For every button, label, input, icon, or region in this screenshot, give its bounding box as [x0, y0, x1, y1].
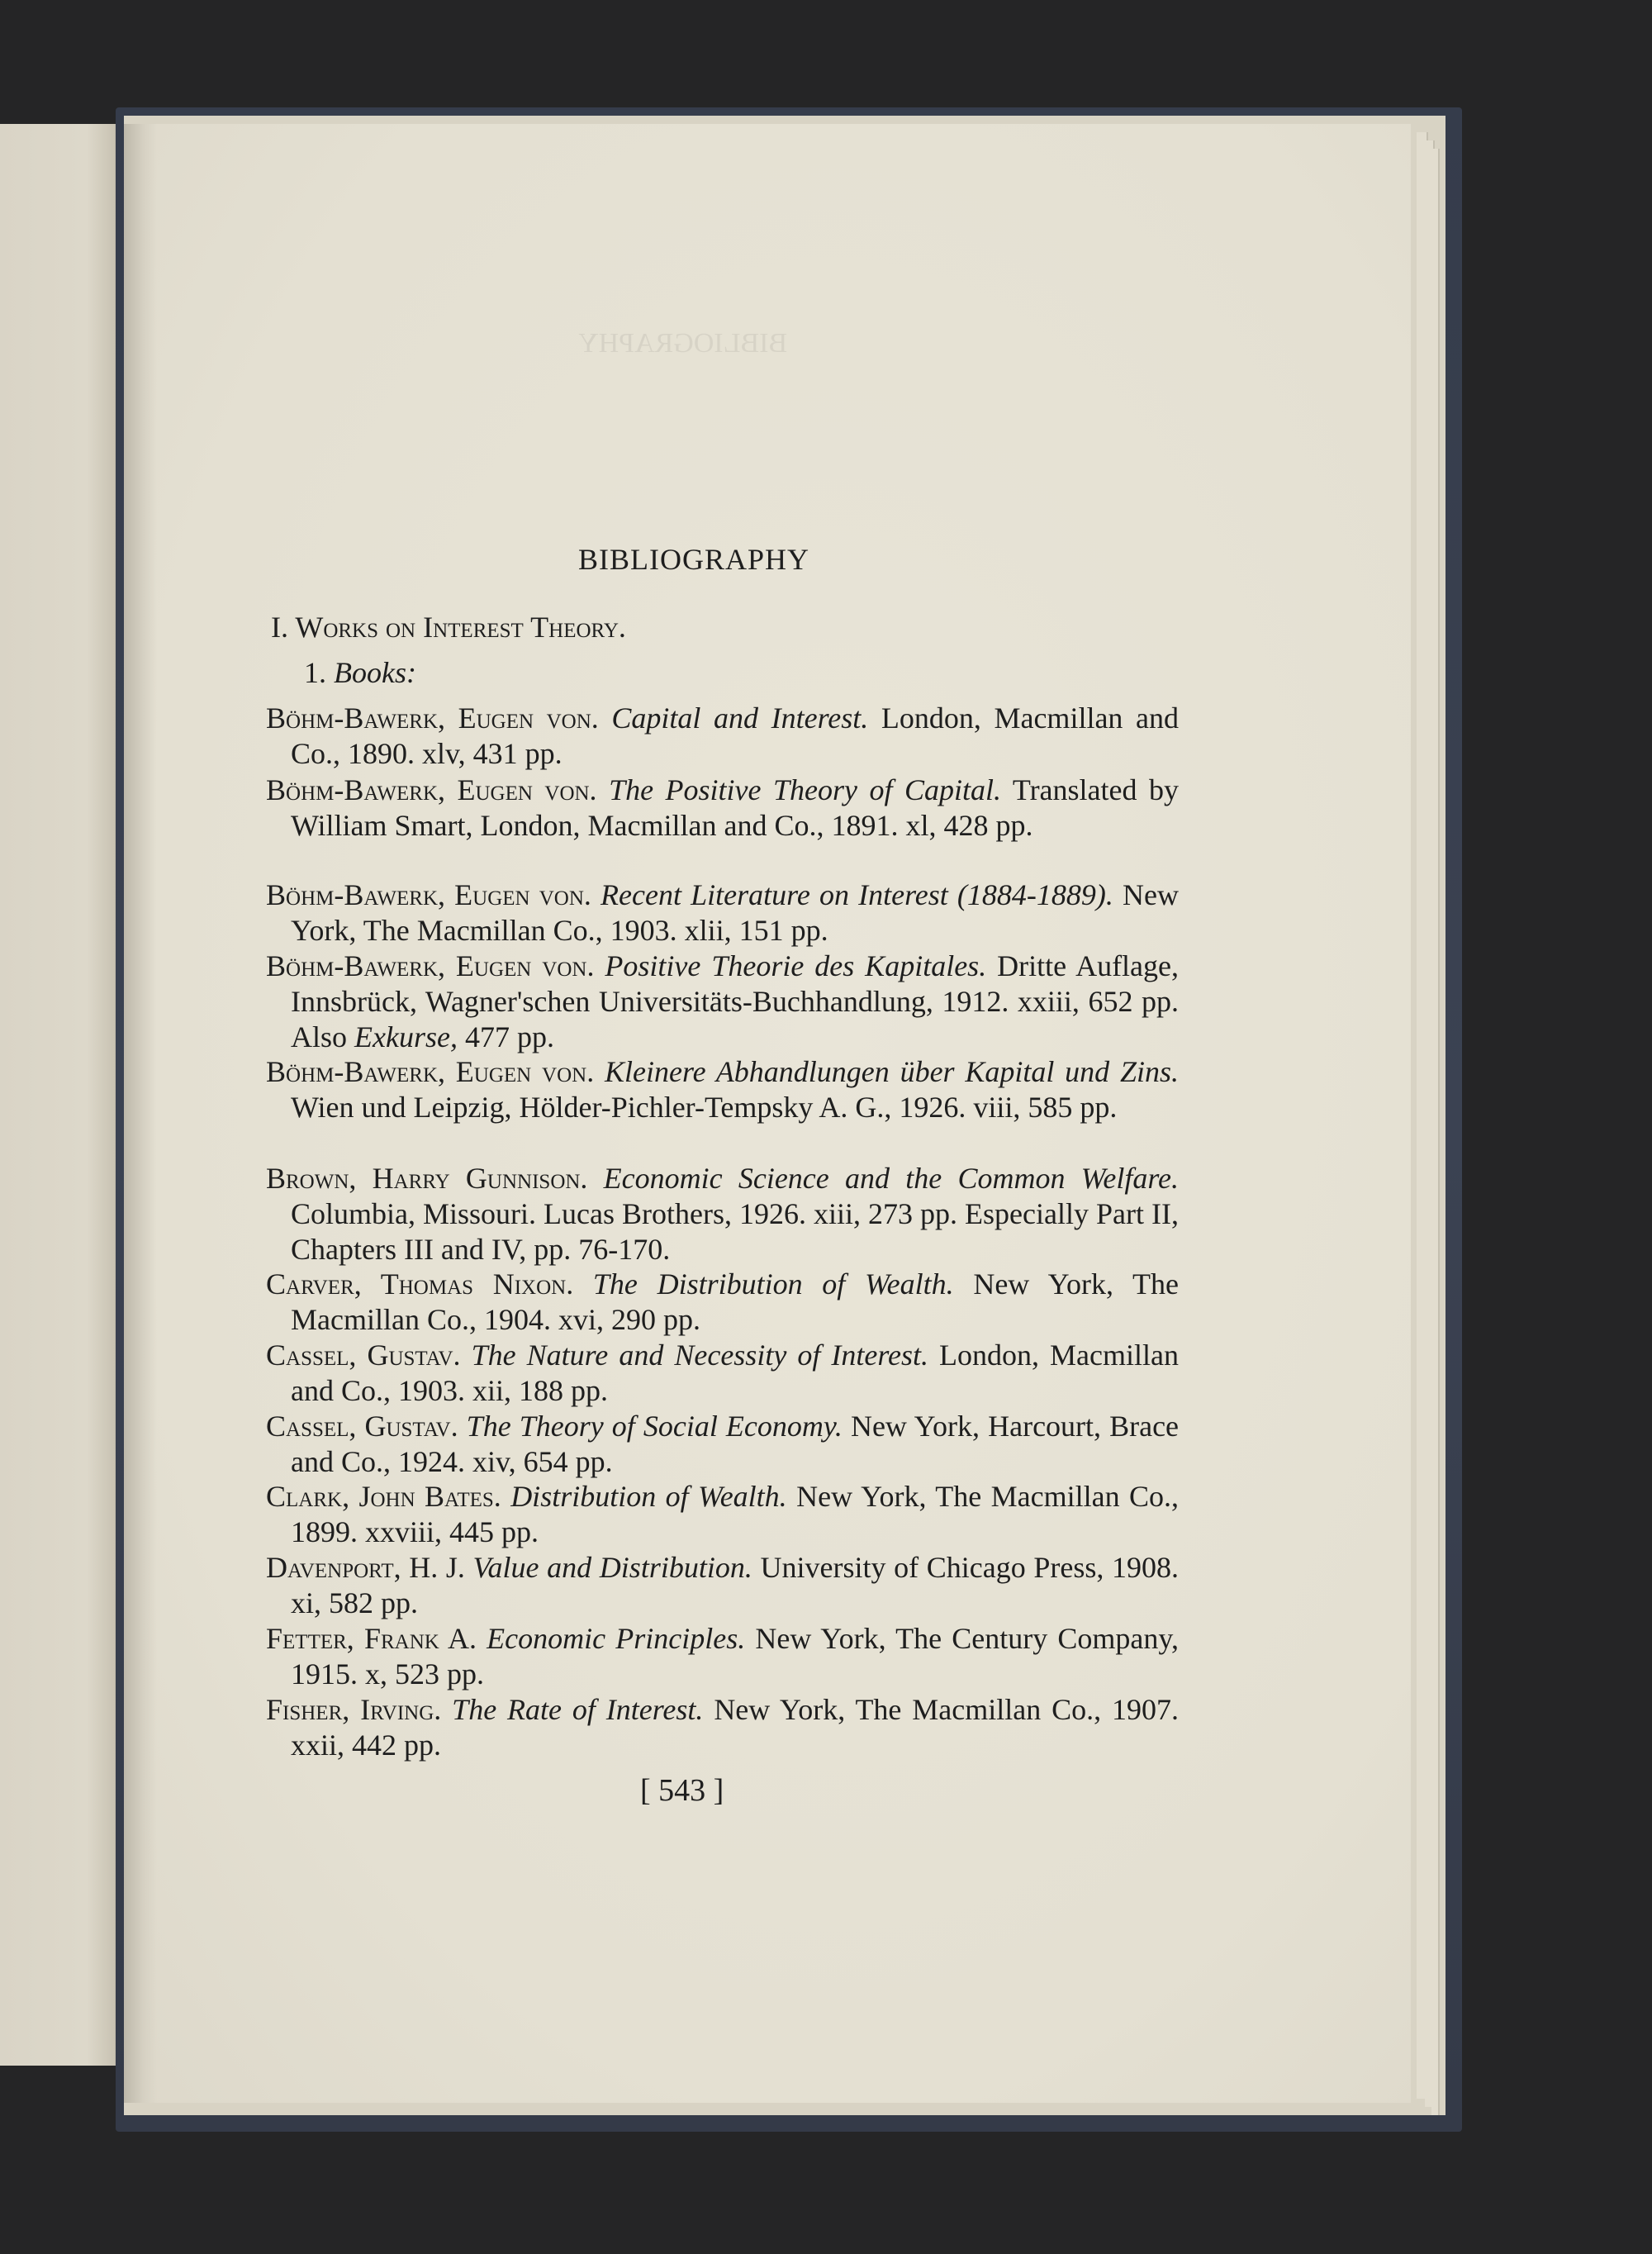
bibliography-entry [266, 1550, 1179, 1621]
entry-author: Böhm-Bawerk, Eugen von. [266, 701, 599, 735]
entry-title: The Theory of Social Economy. [466, 1410, 843, 1443]
bibliography-entry [266, 1409, 1179, 1480]
entry-author: Carver, Thomas Nixon. [266, 1267, 574, 1301]
entry-details: New York, The Macmillan Co., 1904. xvi, 290 pp. [291, 1267, 1180, 1336]
bibliography-entry [266, 1267, 1179, 1338]
entry-title: The Nature and Necessity of Interest. [471, 1339, 928, 1372]
bibliography-entry [266, 773, 1179, 844]
bibliography-entry [266, 1692, 1179, 1763]
entry-author: Böhm-Bawerk, Eugen von. [266, 878, 591, 911]
entry-author: Böhm-Bawerk, Eugen von. [266, 773, 597, 806]
entry-author: Böhm-Bawerk, Eugen von. [266, 1055, 595, 1088]
entry-author: Brown, Harry Gunnison. [266, 1162, 588, 1195]
entry-details: New York, The Macmillan Co., 1903. xlii, 151 pp. [291, 878, 1179, 947]
entry-title: Distribution of Wealth. [510, 1480, 787, 1513]
facing-left-page [0, 124, 124, 2066]
entry-title: Economic Science and the Common Welfare. [603, 1162, 1180, 1195]
entry-title: Capital and Interest. [611, 701, 869, 735]
bibliography-entry [266, 1621, 1179, 1692]
entry-details: London, Macmillan and Co., 1903. xii, 188 pp. [291, 1339, 1180, 1407]
subsection-heading [304, 655, 416, 690]
entry-details: Columbia, Missouri. Lucas Brothers, 1926. xiii, 273 pp. Especially Part II, Chapters III and IV, pp. 76-170. [291, 1197, 1179, 1266]
entry-title: Value and Distribution. [472, 1551, 752, 1584]
entry-author: Fisher, Irving. [266, 1693, 442, 1726]
subsection-number: 1. [304, 656, 326, 689]
bibliography-entry [266, 1338, 1179, 1409]
bibliography-entry [266, 1054, 1179, 1125]
entry-details: Translated by William Smart, London, Macmillan and Co., 1891. xl, 428 pp. [291, 773, 1179, 842]
bibliography-entry [266, 877, 1179, 949]
entry-details-secondary: 477 pp. [464, 1020, 554, 1053]
subsection-label: Books: [334, 656, 416, 689]
entry-title-secondary: Exkurse, [354, 1020, 458, 1053]
entry-title: The Positive Theory of Capital. [609, 773, 1001, 806]
entry-author: Cassel, Gustav. [266, 1339, 461, 1372]
bibliography-entry [266, 1161, 1179, 1267]
page-edge [1431, 149, 1440, 2115]
page-title: BIBLIOGRAPHY [578, 543, 810, 576]
entry-title: The Rate of Interest. [452, 1693, 704, 1726]
page-gutter-shadow [124, 124, 157, 2103]
entry-title: Kleinere Abhandlungen über Kapital und Zins. [605, 1055, 1180, 1088]
entry-author: Clark, John Bates. [266, 1480, 501, 1513]
entry-details: Wien und Leipzig, Hölder-Pichler-Tempsky A. G., 1926. viii, 585 pp. [291, 1091, 1118, 1124]
entry-author: Fetter, Frank A. [266, 1622, 477, 1655]
entry-title: Positive Theorie des Kapitales. [605, 949, 987, 982]
entry-author: Cassel, Gustav. [266, 1410, 458, 1443]
bibliography-entry [266, 701, 1179, 772]
entry-title: Recent Literature on Interest (1884-1889). [601, 878, 1113, 911]
bleed-through-text: BIBLIOGRAPHY [578, 328, 788, 359]
entry-title: Economic Principles. [487, 1622, 746, 1655]
entry-author: Böhm-Bawerk, Eugen von. [266, 949, 595, 982]
entry-details: New York, Harcourt, Brace and Co., 1924. xiv, 654 pp. [291, 1410, 1180, 1478]
bibliography-entry [266, 949, 1179, 1055]
entry-author: Davenport, H. J. [266, 1551, 465, 1584]
entry-details: Dritte Auflage, Innsbrück, Wagner'schen Universitäts-Buchhandlung, 1912. xxiii, 652 pp. Also [291, 949, 1180, 1053]
entry-details: New York, The Macmillan Co., 1899. xxviii, 445 pp. [291, 1480, 1179, 1548]
entry-details: University of Chicago Press, 1908. xi, 582 pp. [291, 1551, 1179, 1619]
entry-details: New York, The Macmillan Co., 1907. xxii, 442 pp. [291, 1693, 1180, 1762]
entry-details: New York, The Century Company, 1915. x, 523 pp. [291, 1622, 1180, 1690]
entry-details: London, Macmillan and Co., 1890. xlv, 431 pp. [291, 701, 1180, 770]
page-number: [ 543 ] [640, 1773, 724, 1808]
entry-title: The Distribution of Wealth. [592, 1267, 954, 1301]
bibliography-entry [266, 1479, 1179, 1550]
section-heading: I. Works on Interest Theory. [271, 611, 626, 644]
